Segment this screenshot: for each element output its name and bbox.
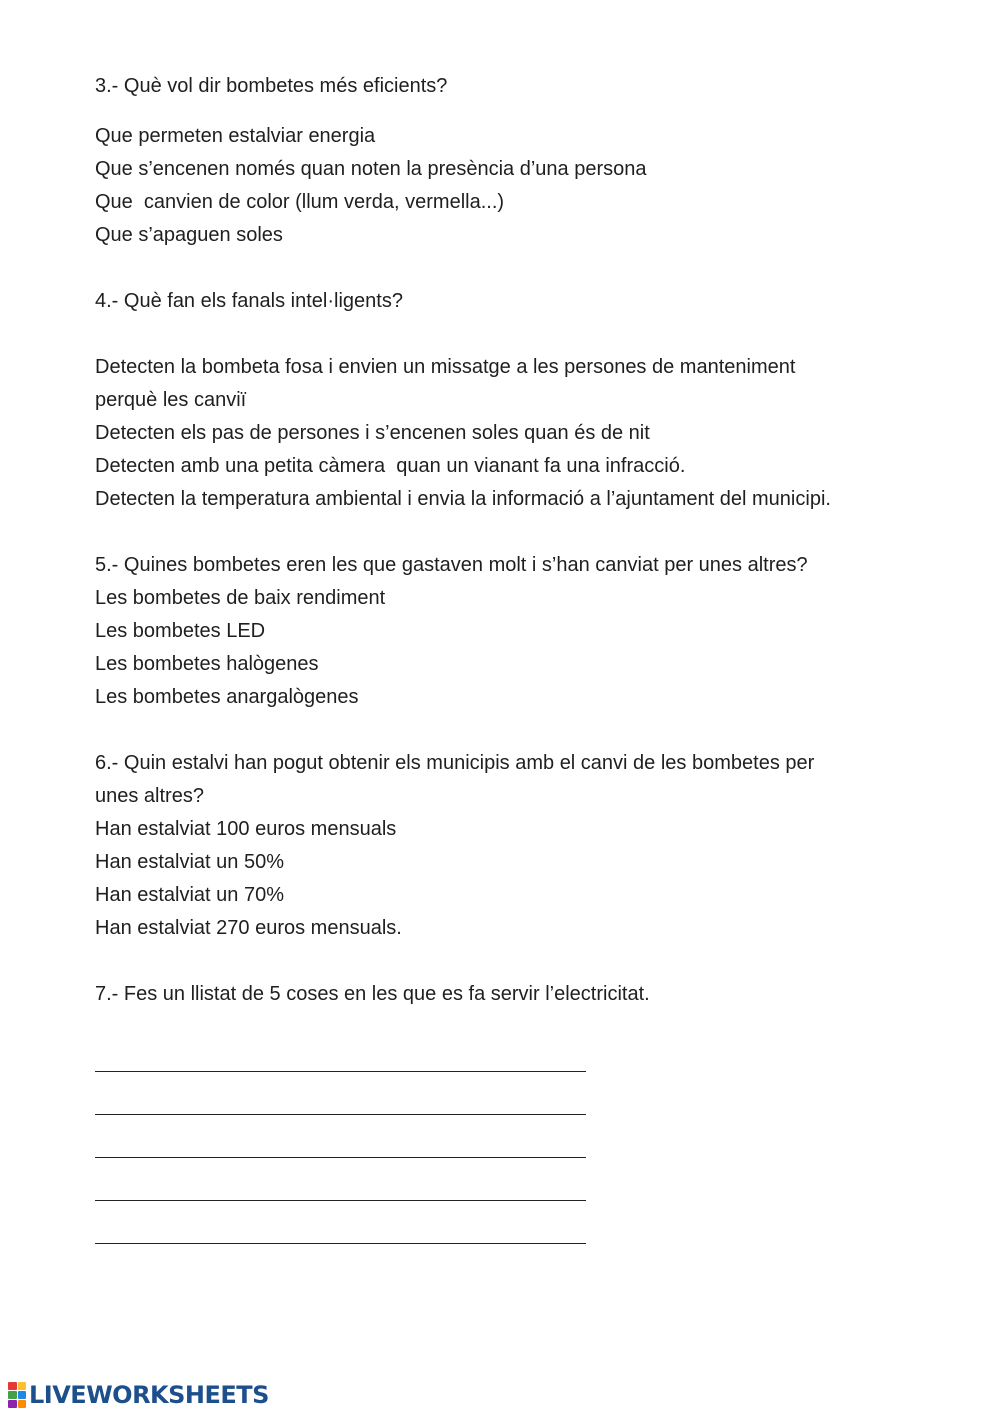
q3-option-4[interactable]: Que s’apaguen soles [95,224,283,246]
q3-option-2[interactable]: Que s’encenen només quan noten la presència d’una persona [95,158,647,180]
logo-block [18,1382,27,1390]
answer-line-2[interactable] [95,1114,586,1115]
q4-option-1[interactable]: Detecten la bombeta fosa i envien un missatge a les persones de manteniment [95,356,796,378]
logo-block [8,1382,17,1390]
answer-line-3[interactable] [95,1157,586,1158]
logo-block [18,1391,27,1399]
q5-option-2[interactable]: Les bombetes LED [95,620,266,642]
q6-option-2[interactable]: Han estalviat un 50% [95,851,285,873]
q4-option-3[interactable]: Detecten amb una petita càmera quan un vianant fa una infracció. [95,455,686,477]
answer-line-5[interactable] [95,1243,586,1244]
question-3: 3.- Què vol dir bombetes més eficients? [95,75,448,97]
q5-option-1[interactable]: Les bombetes de baix rendiment [95,587,386,609]
q3-option-3[interactable]: Que canvien de color (llum verda, vermella...) [95,191,505,213]
q3-option-1[interactable]: Que permeten estalviar energia [95,125,376,147]
question-6: 6.- Quin estalvi han pogut obtenir els municipis amb el canvi de les bombetes per [95,752,815,774]
q4-option-2[interactable]: Detecten els pas de persones i s’encenen soles quan és de nit [95,422,650,444]
q6-option-3[interactable]: Han estalviat un 70% [95,884,285,906]
logo-blocks-icon [8,1382,26,1408]
q6-option-4[interactable]: Han estalviat 270 euros mensuals. [95,917,402,939]
logo-block [8,1391,17,1399]
logo-block [8,1400,17,1408]
logo-block [18,1400,27,1408]
answer-line-4[interactable] [95,1200,586,1201]
answer-line-1[interactable] [95,1071,586,1072]
question-6-continued: unes altres? [95,785,204,807]
q5-option-4[interactable]: Les bombetes anargalògenes [95,686,359,708]
brand-name: LIVEWORKSHEETS [29,1381,269,1409]
question-4: 4.- Què fan els fanals intel·ligents? [95,290,403,312]
liveworksheets-logo [8,1380,269,1410]
question-5: 5.- Quines bombetes eren les que gastaven molt i s’han canviat per unes altres? [95,554,808,576]
question-7: 7.- Fes un llistat de 5 coses en les que es fa servir l’electricitat. [95,983,650,1005]
q6-option-1[interactable]: Han estalviat 100 euros mensuals [95,818,397,840]
q4-option-4[interactable]: Detecten la temperatura ambiental i envia la informació a l’ajuntament del municipi. [95,488,831,510]
q4-option-1-continued[interactable]: perquè les canviï [95,389,247,411]
q5-option-3[interactable]: Les bombetes halògenes [95,653,319,675]
